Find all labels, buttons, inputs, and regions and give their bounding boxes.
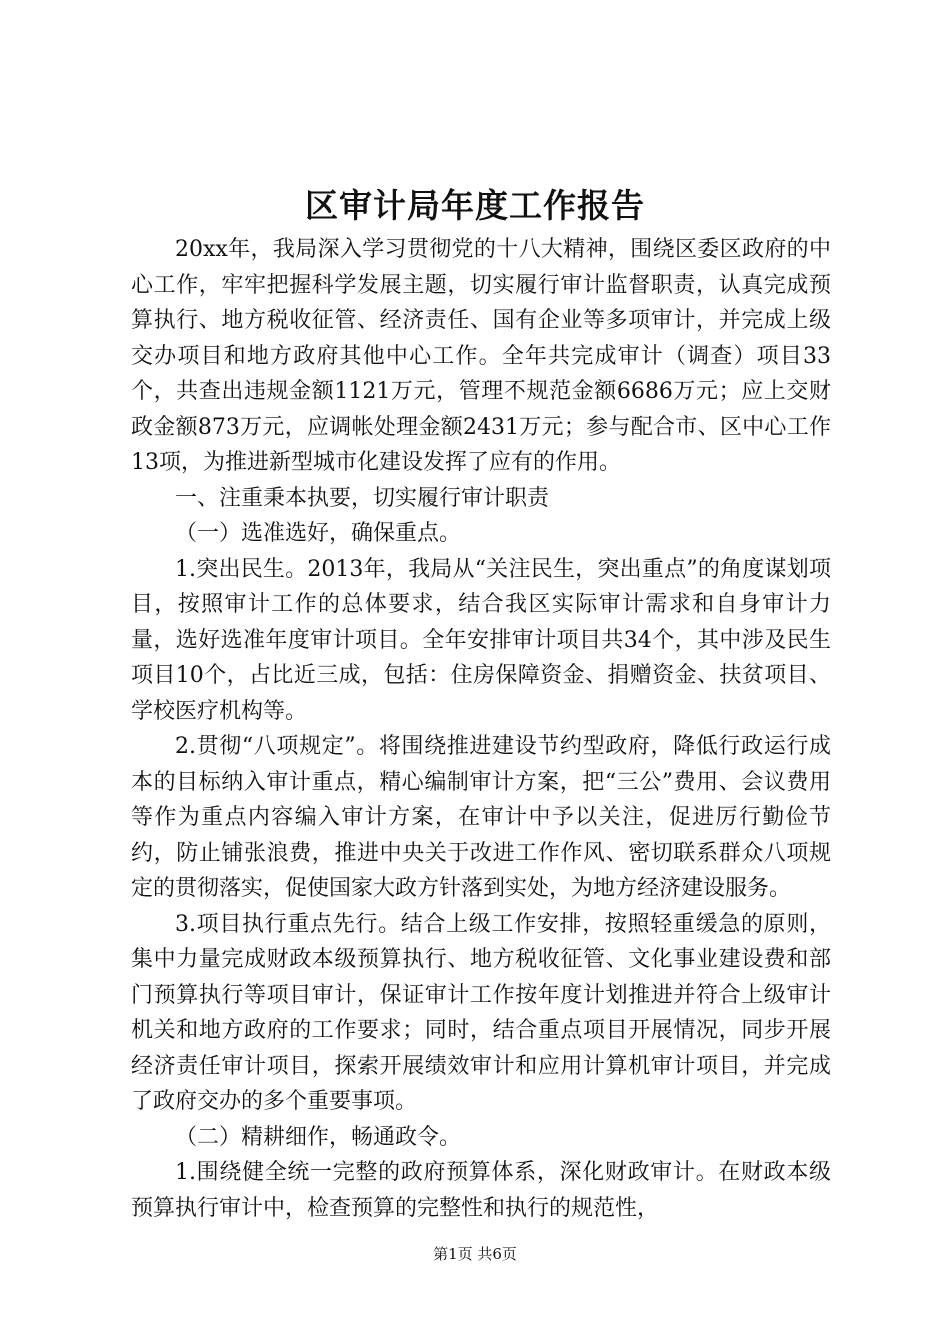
subsection-heading-2: （二）精耕细作，畅通政令。 xyxy=(175,1124,462,1150)
document-body xyxy=(131,232,831,1226)
paragraph-item-4: 1.围绕健全统一完整的政府预算体系，深化财政审计。在财政本级预算执行审计中，检查预算的完整性和执行的规范性， xyxy=(131,1160,831,1221)
paragraph-item-2: 2.贯彻“八项规定”。将围绕推进建设节约型政府，降低行政运行成本的目标纳入审计重点，精心编制审计方案，把“三公”费用、会议费用等作为重点内容编入审计方案，在审计中予以关注，促进厉行勤俭节约，防止铺张浪费，推进中央关于改进工作作风、密切联系群众八项规定的贯彻落实，促使国家大政方针落到实处，为地方经济建设服务。 xyxy=(131,734,831,901)
paragraph-item-3: 3.项目执行重点先行。结合上级工作安排，按照轻重缓急的原则，集中力量完成财政本级预算执行、地方税收征管、文化事业建设费和部门预算执行等项目审计，保证审计工作按年度计划推进并符合上级审计机关和地方政府的工作要求；同时，结合重点项目开展情况，同步开展经济责任审计项目，探索开展绩效审计和应用计算机审计项目，并完成了政府交办的多个重要事项。 xyxy=(131,911,831,1114)
page-footer: 第1页 共6页 xyxy=(433,1245,517,1263)
paragraph-intro: 20xx年，我局深入学习贯彻党的十八大精神，围绕区委区政府的中心工作，牢牢把握科学发展主题，切实履行审计监督职责，认真完成预算执行、地方税收征管、经济责任、国有企业等多项审计，并完成上级交办项目和地方政府其他中心工作。全年共完成审计（调查）项目33个，共查出违规金额1121万元，管理不规范金额6686万元；应上交财政金额873万元，应调帐处理金额2431万元；参与配合市、区中心工作13项，为推进新型城市化建设发挥了应有的作用。 xyxy=(131,237,831,475)
section-heading-1: 一、注重秉本执要，切实履行审计职责 xyxy=(175,485,550,511)
paragraph-item-1: 1.突出民生。2013年，我局从“关注民生，突出重点”的角度谋划项目，按照审计工作的总体要求，结合我区实际审计需求和自身审计力量，选好选准年度审计项目。全年安排审计项目共34个，其中涉及民生项目10个，占比近三成，包括：住房保障资金、捐赠资金、扶贫项目、学校医疗机构等。 xyxy=(131,556,831,724)
document-title: 区审计局年度工作报告 xyxy=(305,186,645,225)
subsection-heading-1: （一）选准选好，确保重点。 xyxy=(175,521,462,546)
